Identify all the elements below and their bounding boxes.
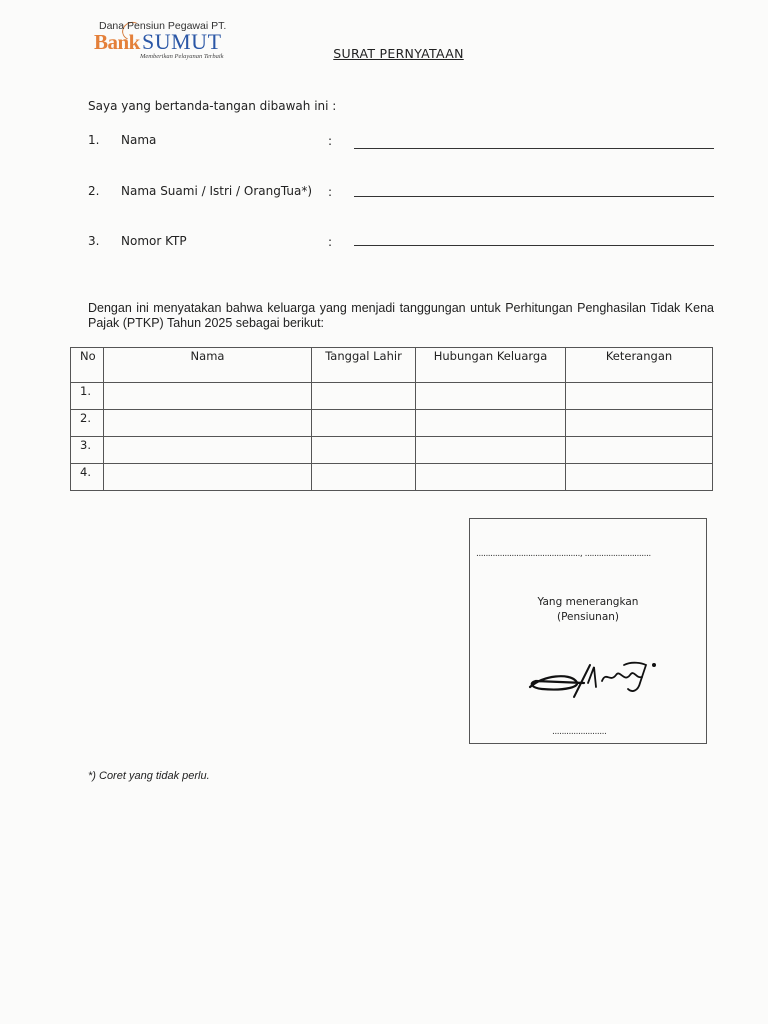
cell-hubungan[interactable]	[416, 437, 566, 464]
logo-bank-text: Bank	[94, 30, 140, 54]
dependents-table	[70, 347, 713, 491]
field-number: 2.	[88, 184, 100, 198]
field-label-nomor-ktp: Nomor KTP	[121, 234, 187, 248]
nama-suami-input-line[interactable]	[354, 196, 714, 197]
logo-sumut-text: SUMUT	[142, 29, 222, 54]
cell-tanggal-lahir[interactable]	[312, 437, 416, 464]
row-number: 1.	[71, 383, 104, 410]
field-number: 3.	[88, 234, 100, 248]
row-number: 2.	[71, 410, 104, 437]
field-number: 1.	[88, 133, 100, 147]
signature-role: (Pensiunan)	[556, 611, 620, 623]
field-colon: :	[328, 134, 333, 148]
row-number: 3.	[71, 437, 104, 464]
cell-nama[interactable]	[104, 464, 312, 491]
cell-nama[interactable]	[104, 410, 312, 437]
cell-tanggal-lahir[interactable]	[312, 383, 416, 410]
column-header-nama: Nama	[104, 348, 312, 383]
handwritten-signature-icon	[524, 653, 674, 703]
place-date-line[interactable]: ............................................, ............................	[476, 549, 651, 559]
cell-hubungan[interactable]	[416, 383, 566, 410]
row-number: 4.	[71, 464, 104, 491]
column-header-keterangan: Keterangan	[566, 348, 713, 383]
table-row	[71, 410, 713, 437]
field-label-nama: Nama	[121, 133, 157, 147]
table-row	[71, 383, 713, 410]
nama-input-line[interactable]	[354, 148, 714, 149]
nomor-ktp-input-line[interactable]	[354, 245, 714, 246]
statement-paragraph: Dengan ini menyatakan bahwa keluarga yang menjadi tanggungan untuk Perhitungan Penghasilan Tidak Kena Pajak (PTKP) Tahun 2025 sebagai berikut:	[88, 301, 714, 330]
cell-keterangan[interactable]	[566, 437, 713, 464]
signature-box	[469, 518, 707, 744]
table-header-row	[71, 348, 713, 383]
cell-nama[interactable]	[104, 383, 312, 410]
cell-keterangan[interactable]	[566, 410, 713, 437]
field-colon: :	[328, 235, 333, 249]
column-header-no: No	[71, 348, 104, 383]
intro-text: Saya yang bertanda-tangan dibawah ini :	[88, 99, 337, 113]
document-title: SURAT PERNYATAAN	[333, 46, 464, 61]
table-row	[71, 437, 713, 464]
cell-tanggal-lahir[interactable]	[312, 464, 416, 491]
logo-top-line: Dana Pensiun Pegawai PT.	[99, 20, 227, 32]
column-header-hubungan: Hubungan Keluarga	[416, 348, 566, 383]
column-header-tanggal-lahir: Tanggal Lahir	[312, 348, 416, 383]
cell-hubungan[interactable]	[416, 410, 566, 437]
field-colon: :	[328, 185, 333, 199]
logo-tagline: Memberikan Pelayanan Terbaik	[140, 53, 224, 60]
footnote: *) Coret yang tidak perlu.	[88, 770, 210, 782]
field-label-nama-suami: Nama Suami / Istri / OrangTua*)	[121, 184, 312, 198]
cell-nama[interactable]	[104, 437, 312, 464]
cell-keterangan[interactable]	[566, 464, 713, 491]
cell-hubungan[interactable]	[416, 464, 566, 491]
cell-tanggal-lahir[interactable]	[312, 410, 416, 437]
signer-name-line[interactable]: .......................	[552, 727, 607, 737]
table-row	[71, 464, 713, 491]
cell-keterangan[interactable]	[566, 383, 713, 410]
signature-label: Yang menerangkan	[537, 596, 639, 608]
